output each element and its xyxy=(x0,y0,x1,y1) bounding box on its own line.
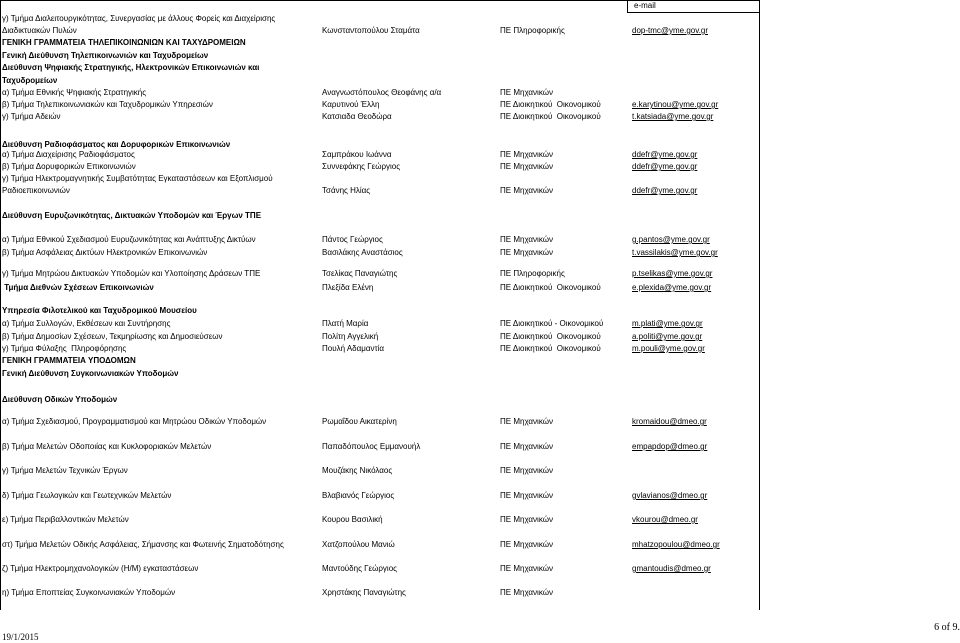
email-link[interactable]: a.politi@yme.gov.gr xyxy=(632,332,703,341)
staff-category: ΠΕ Μηχανικών xyxy=(500,248,553,257)
unit-name: α) Τμήμα Εθνικού Σχεδιασμού Ευρυζωνικότητας και Ανάπτυξης Δικτύων xyxy=(2,235,256,244)
unit-name: Διεύθυνση Οδικών Υποδομών xyxy=(2,395,118,404)
unit-name: α) Τμήμα Σχεδιασμού, Προγραμματισμού και Μητρώου Οδικών Υποδομών xyxy=(2,417,267,426)
email-link[interactable]: vkourou@dmeo.gr xyxy=(632,515,698,524)
email-link[interactable]: ddefr@yme.gov.gr xyxy=(632,186,698,195)
person-name: Ρωμαΐδου Αικατερίνη xyxy=(322,417,397,426)
unit-name: γ) Τμήμα Μελετών Τεχνικών Έργων xyxy=(2,466,128,475)
email-link[interactable]: ddefr@yme.gov.gr xyxy=(632,150,698,159)
email-link[interactable]: dop-tmc@yme.gov.gr xyxy=(632,26,708,35)
staff-category: ΠΕ Μηχανικών xyxy=(500,466,553,475)
staff-category: ΠΕ Μηχανικών xyxy=(500,540,553,549)
unit-name: ε) Τμήμα Περιβαλλοντικών Μελετών xyxy=(2,515,129,524)
email-link[interactable]: empapdop@dmeo.gr xyxy=(632,442,708,451)
staff-category: ΠΕ Μηχανικών xyxy=(500,564,553,573)
unit-name: β) Τμήμα Δημοσίων Σχέσεων, Τεκμηρίωσης και Δημοσιεύσεων xyxy=(2,332,223,341)
person-name: Κουρου Βασιλική xyxy=(322,515,383,524)
staff-category: ΠΕ Διοικητικού - Οικονομικού xyxy=(500,319,604,328)
email-header-cell xyxy=(627,0,760,13)
person-name: Συννεφάκης Γεώργιος xyxy=(322,162,401,171)
unit-name: Διεύθυνση Ψηφιακής Στρατηγικής, Ηλεκτρονικών Επικοινωνιών και xyxy=(2,63,260,72)
email-link[interactable]: gmantoudis@dmeo.gr xyxy=(632,564,711,573)
unit-name: Διεύθυνση Ραδιοφάσματος και Δορυφορικών Επικοινωνιών xyxy=(2,140,231,149)
person-name: Κατσιαδα Θεοδώρα xyxy=(322,112,392,121)
person-name: Μουζάκης Νικόλαος xyxy=(322,466,393,475)
person-name: Πολίτη Αγγελική xyxy=(322,332,379,341)
email-link[interactable]: kromaidou@dmeo.gr xyxy=(632,417,707,426)
person-name: Παπαδόπουλος Εμμανουήλ xyxy=(322,442,421,451)
person-name: Καρυτινού Έλλη xyxy=(322,100,380,109)
staff-category: ΠΕ Διοικητικού Οικονομικού xyxy=(500,283,601,292)
staff-category: ΠΕ Μηχανικών xyxy=(500,491,553,500)
staff-category: ΠΕ Διοικητικού Οικονομικού xyxy=(500,112,601,121)
email-link[interactable]: e.karytinou@yme.gov.gr xyxy=(632,100,719,109)
email-link[interactable]: p.tselikas@yme.gov.gr xyxy=(632,269,713,278)
person-name: Πλεξίδα Ελένη xyxy=(322,283,374,292)
email-link[interactable]: m.pouli@yme.gov.gr xyxy=(632,344,705,353)
unit-name: α) Τμήμα Εθνικής Ψηφιακής Στρατηγικής xyxy=(2,88,147,97)
unit-name: δ) Τμήμα Γεωλογικών και Γεωτεχνικών Μελετών xyxy=(2,491,172,500)
unit-name: Διαδικτυακών Πυλών xyxy=(2,26,77,35)
person-name: Βλαβιανός Γεώργιος xyxy=(322,491,395,500)
email-link[interactable]: gvlavianos@dmeo.gr xyxy=(632,491,708,500)
staff-category: ΠΕ Μηχανικών xyxy=(500,588,553,597)
person-name: Κωνσταντοπούλου Σταμάτα xyxy=(322,26,420,35)
unit-name: β) Τμήμα Τηλεπικοινωνιακών και Ταχυδρομικών Υπηρεσιών xyxy=(2,100,213,109)
staff-category: ΠΕ Διοικητικού Οικονομικού xyxy=(500,332,601,341)
person-name: Πάντος Γεώργιος xyxy=(322,235,383,244)
unit-name: β) Τμήμα Ασφάλειας Δικτύων Ηλεκτρονικών Επικοινωνιών xyxy=(2,248,208,257)
unit-name: ΓΕΝΙΚΗ ΓΡΑΜΜΑΤΕΙΑ ΥΠΟΔΟΜΩΝ xyxy=(2,356,136,365)
footer-date: 19/1/2015 xyxy=(2,632,39,642)
unit-name: Ταχυδρομείων xyxy=(2,76,58,85)
person-name: Αναγνωστόπουλος Θεοφάνης α/α xyxy=(322,88,442,97)
footer-page-number: 6 of 9. xyxy=(934,622,960,633)
email-link[interactable]: t.vassilakis@yme.gov.gr xyxy=(632,248,718,257)
unit-name: στ) Τμήμα Μελετών Οδικής Ασφάλειας, Σήμανσης και Φωτεινής Σηματοδότησης xyxy=(2,540,284,549)
staff-category: ΠΕ Μηχανικών xyxy=(500,150,553,159)
staff-category: ΠΕ Μηχανικών xyxy=(500,515,553,524)
unit-name: Διεύθυνση Ευρυζωνικότητας, Δικτυακών Υποδομών και Έργων ΤΠΕ xyxy=(2,211,262,220)
person-name: Τσάνης Ηλίας xyxy=(322,186,371,195)
email-column-header: e-mail xyxy=(634,1,656,10)
unit-name: γ) Τμήμα Μητρώου Δικτυακών Υποδομών και Υλοποίησης Δράσεων ΤΠΕ xyxy=(2,269,261,278)
unit-name: ζ) Τμήμα Ηλεκτρομηχανολογικών (Η/Μ) εγκαταστάσεων xyxy=(2,564,199,573)
staff-category: ΠΕ Διοικητικού Οικονομικού xyxy=(500,100,601,109)
email-link[interactable]: m.plati@yme.gov.gr xyxy=(632,319,703,328)
person-name: Πλατή Μαρία xyxy=(322,319,369,328)
unit-name: γ) Τμήμα Ηλεκτρομαγνητικής Συμβατότητας Εγκαταστάσεων και Εξοπλισμού xyxy=(2,174,273,183)
unit-name: γ) Τμήμα Αδειών xyxy=(2,112,61,121)
email-link[interactable]: t.katsiada@yme.gov.gr xyxy=(632,112,714,121)
person-name: Τσελίκας Παναγιώτης xyxy=(322,269,398,278)
unit-name: γ) Τμήμα Φύλαξης Πληροφόρησης xyxy=(2,344,127,353)
unit-name: Γενική Διεύθυνση Συγκοινωνιακών Υποδομών xyxy=(2,369,179,378)
staff-category: ΠΕ Μηχανικών xyxy=(500,186,553,195)
unit-name: Υπηρεσία Φιλοτελικού και Ταχυδρομικού Μουσείου xyxy=(2,306,197,315)
staff-category: ΠΕ Μηχανικών xyxy=(500,235,553,244)
unit-name: Ραδιοεπικοινωνιών xyxy=(2,186,70,195)
unit-name: β) Τμήμα Μελετών Οδοποιίας και Κυκλοφοριακών Μελετών xyxy=(2,442,212,451)
email-link[interactable]: e.plexida@yme.gov.gr xyxy=(632,283,712,292)
unit-name: α) Τμήμα Συλλογών, Εκθέσεων και Συντήρησης xyxy=(2,319,171,328)
staff-category: ΠΕ Μηχανικών xyxy=(500,162,553,171)
email-link[interactable]: g.pantos@yme.gov.gr xyxy=(632,235,710,244)
unit-name: γ) Τμήμα Διαλειτουργικότητας, Συνεργασίας με άλλους Φορείς και Διαχείρισης xyxy=(2,14,276,23)
email-link[interactable]: ddefr@yme.gov.gr xyxy=(632,162,698,171)
person-name: Σαμπράκου Ιωάννα xyxy=(322,150,392,159)
staff-category: ΠΕ Πληροφορικής xyxy=(500,26,565,35)
person-name: Χατζοπούλου Μανιώ xyxy=(322,540,395,549)
person-name: Πουλή Αδαμαντία xyxy=(322,344,385,353)
person-name: Μαντούδης Γεώργιος xyxy=(322,564,397,573)
email-link[interactable]: mhatzopoulou@dmeo.gr xyxy=(632,540,720,549)
unit-name: Γενική Διεύθυνση Τηλεπικοινωνιών και Ταχυδρομείων xyxy=(2,51,209,60)
unit-name: Τμήμα Διεθνών Σχέσεων Επικοινωνιών xyxy=(2,283,154,292)
staff-category: ΠΕ Μηχανικών xyxy=(500,442,553,451)
unit-name: η) Τμήμα Εποπτείας Συγκοινωνιακών Υποδομών xyxy=(2,588,176,597)
staff-category: ΠΕ Διοικητικού Οικονομικού xyxy=(500,344,601,353)
staff-category: ΠΕ Πληροφορικής xyxy=(500,269,565,278)
unit-name: β) Τμήμα Δορυφορικών Επικοινωνιών xyxy=(2,162,136,171)
person-name: Βασιλάκης Αναστάσιος xyxy=(322,248,403,257)
unit-name: α) Τμήμα Διαχείρισης Ραδιοφάσματος xyxy=(2,150,135,159)
staff-category: ΠΕ Μηχανικών xyxy=(500,417,553,426)
person-name: Χρηστάκης Παναγιώτης xyxy=(322,588,406,597)
staff-category: ΠΕ Μηχανικών xyxy=(500,88,553,97)
unit-name: ΓΕΝΙΚΗ ΓΡΑΜΜΑΤΕΙΑ ΤΗΛΕΠΙΚΟΙΝΩΝΙΩΝ ΚΑΙ ΤΑΧΥΔΡΟΜΕΙΩΝ xyxy=(2,38,246,47)
